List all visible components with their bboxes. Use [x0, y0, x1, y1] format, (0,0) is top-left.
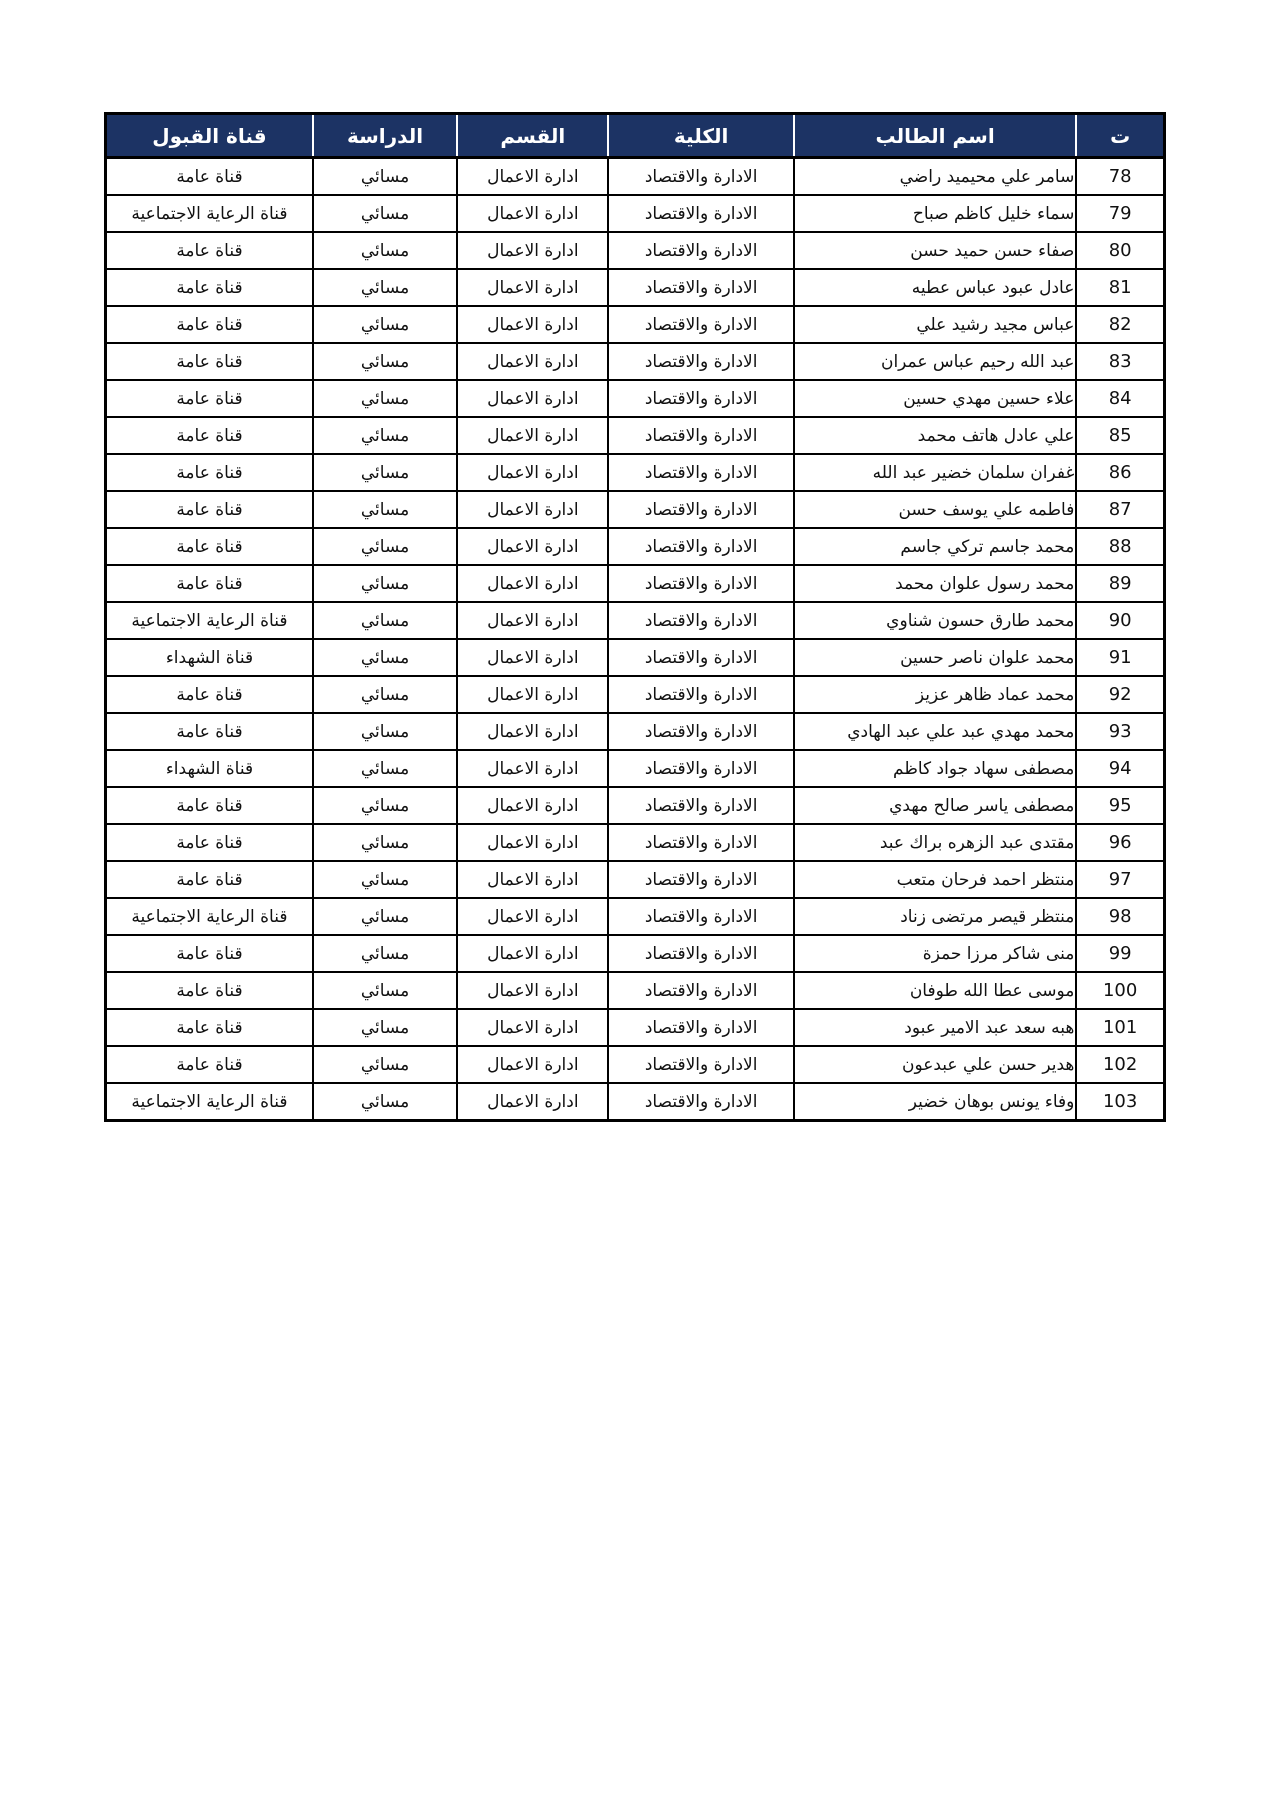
cell-admission-channel: قناة عامة	[106, 935, 313, 972]
cell-student-name: محمد مهدي عبد علي عبد الهادي	[794, 713, 1077, 750]
cell-study: مسائي	[313, 343, 457, 380]
cell-college: الادارة والاقتصاد	[608, 158, 793, 196]
cell-study: مسائي	[313, 972, 457, 1009]
cell-student-name: سامر علي محيميد راضي	[794, 158, 1077, 196]
cell-serial: 87	[1076, 491, 1164, 528]
cell-college: الادارة والاقتصاد	[608, 195, 793, 232]
table-row	[106, 861, 1165, 898]
col-header-study: الدراسة	[313, 114, 457, 158]
cell-serial: 82	[1076, 306, 1164, 343]
cell-department: ادارة الاعمال	[457, 1009, 608, 1046]
cell-student-name: محمد علوان ناصر حسين	[794, 639, 1077, 676]
cell-study: مسائي	[313, 417, 457, 454]
cell-college: الادارة والاقتصاد	[608, 787, 793, 824]
cell-department: ادارة الاعمال	[457, 676, 608, 713]
cell-study: مسائي	[313, 1009, 457, 1046]
cell-study: مسائي	[313, 639, 457, 676]
cell-admission-channel: قناة عامة	[106, 454, 313, 491]
table-row	[106, 343, 1165, 380]
cell-study: مسائي	[313, 158, 457, 196]
table-row	[106, 565, 1165, 602]
cell-college: الادارة والاقتصاد	[608, 676, 793, 713]
cell-admission-channel: قناة عامة	[106, 787, 313, 824]
table-row	[106, 713, 1165, 750]
table-row	[106, 269, 1165, 306]
cell-student-name: هدير حسن علي عبدعون	[794, 1046, 1077, 1083]
cell-student-name: وفاء يونس بوهان خضير	[794, 1083, 1077, 1121]
cell-study: مسائي	[313, 454, 457, 491]
cell-college: الادارة والاقتصاد	[608, 491, 793, 528]
cell-serial: 97	[1076, 861, 1164, 898]
cell-student-name: مصطفى سهاد جواد كاظم	[794, 750, 1077, 787]
cell-department: ادارة الاعمال	[457, 343, 608, 380]
cell-admission-channel: قناة عامة	[106, 861, 313, 898]
cell-admission-channel: قناة الرعاية الاجتماعية	[106, 602, 313, 639]
cell-student-name: علاء حسين مهدي حسين	[794, 380, 1077, 417]
table-row	[106, 1083, 1165, 1121]
cell-admission-channel: قناة عامة	[106, 380, 313, 417]
cell-study: مسائي	[313, 528, 457, 565]
cell-student-name: منتظر احمد فرحان متعب	[794, 861, 1077, 898]
cell-student-name: موسى عطا الله طوفان	[794, 972, 1077, 1009]
cell-department: ادارة الاعمال	[457, 269, 608, 306]
table-row	[106, 417, 1165, 454]
cell-admission-channel: قناة عامة	[106, 1046, 313, 1083]
header-row	[106, 114, 1165, 158]
cell-college: الادارة والاقتصاد	[608, 380, 793, 417]
cell-student-name: عباس مجيد رشيد علي	[794, 306, 1077, 343]
cell-department: ادارة الاعمال	[457, 824, 608, 861]
table-row	[106, 824, 1165, 861]
cell-college: الادارة والاقتصاد	[608, 343, 793, 380]
table-row	[106, 750, 1165, 787]
table-row	[106, 1009, 1165, 1046]
cell-department: ادارة الاعمال	[457, 972, 608, 1009]
cell-department: ادارة الاعمال	[457, 861, 608, 898]
cell-serial: 92	[1076, 676, 1164, 713]
cell-student-name: عبد الله رحيم عباس عمران	[794, 343, 1077, 380]
col-header-serial: ت	[1076, 114, 1164, 158]
cell-college: الادارة والاقتصاد	[608, 602, 793, 639]
cell-admission-channel: قناة عامة	[106, 528, 313, 565]
cell-college: الادارة والاقتصاد	[608, 565, 793, 602]
cell-college: الادارة والاقتصاد	[608, 528, 793, 565]
cell-department: ادارة الاعمال	[457, 454, 608, 491]
table-row	[106, 602, 1165, 639]
cell-serial: 99	[1076, 935, 1164, 972]
cell-serial: 84	[1076, 380, 1164, 417]
table-row	[106, 935, 1165, 972]
cell-college: الادارة والاقتصاد	[608, 898, 793, 935]
cell-college: الادارة والاقتصاد	[608, 1009, 793, 1046]
cell-admission-channel: قناة عامة	[106, 232, 313, 269]
cell-department: ادارة الاعمال	[457, 158, 608, 196]
cell-serial: 81	[1076, 269, 1164, 306]
cell-department: ادارة الاعمال	[457, 713, 608, 750]
table-row	[106, 306, 1165, 343]
cell-study: مسائي	[313, 1046, 457, 1083]
cell-serial: 89	[1076, 565, 1164, 602]
cell-department: ادارة الاعمال	[457, 491, 608, 528]
cell-student-name: مقتدى عبد الزهره براك عبد	[794, 824, 1077, 861]
cell-college: الادارة والاقتصاد	[608, 639, 793, 676]
cell-admission-channel: قناة عامة	[106, 713, 313, 750]
cell-serial: 86	[1076, 454, 1164, 491]
cell-department: ادارة الاعمال	[457, 898, 608, 935]
cell-study: مسائي	[313, 269, 457, 306]
cell-study: مسائي	[313, 935, 457, 972]
cell-student-name: علي عادل هاتف محمد	[794, 417, 1077, 454]
table-row	[106, 972, 1165, 1009]
cell-serial: 103	[1076, 1083, 1164, 1121]
cell-department: ادارة الاعمال	[457, 1083, 608, 1121]
cell-college: الادارة والاقتصاد	[608, 750, 793, 787]
cell-department: ادارة الاعمال	[457, 750, 608, 787]
table-row	[106, 676, 1165, 713]
cell-college: الادارة والاقتصاد	[608, 232, 793, 269]
cell-admission-channel: قناة عامة	[106, 972, 313, 1009]
students-admission-table	[104, 112, 1166, 1122]
cell-serial: 90	[1076, 602, 1164, 639]
cell-college: الادارة والاقتصاد	[608, 417, 793, 454]
cell-study: مسائي	[313, 861, 457, 898]
col-header-student-name: اسم الطالب	[794, 114, 1077, 158]
col-header-admission-channel: قناة القبول	[106, 114, 313, 158]
cell-serial: 91	[1076, 639, 1164, 676]
cell-college: الادارة والاقتصاد	[608, 269, 793, 306]
cell-student-name: منى شاكر مرزا حمزة	[794, 935, 1077, 972]
cell-study: مسائي	[313, 898, 457, 935]
cell-department: ادارة الاعمال	[457, 639, 608, 676]
cell-admission-channel: قناة عامة	[106, 306, 313, 343]
cell-college: الادارة والاقتصاد	[608, 824, 793, 861]
cell-admission-channel: قناة الرعاية الاجتماعية	[106, 898, 313, 935]
cell-study: مسائي	[313, 380, 457, 417]
cell-college: الادارة والاقتصاد	[608, 1083, 793, 1121]
cell-study: مسائي	[313, 824, 457, 861]
cell-admission-channel: قناة عامة	[106, 565, 313, 602]
cell-study: مسائي	[313, 306, 457, 343]
table-row	[106, 898, 1165, 935]
cell-admission-channel: قناة عامة	[106, 343, 313, 380]
cell-serial: 100	[1076, 972, 1164, 1009]
cell-admission-channel: قناة عامة	[106, 1009, 313, 1046]
cell-study: مسائي	[313, 602, 457, 639]
table-row	[106, 787, 1165, 824]
cell-department: ادارة الاعمال	[457, 602, 608, 639]
cell-serial: 95	[1076, 787, 1164, 824]
cell-student-name: سماء خليل كاظم صباح	[794, 195, 1077, 232]
cell-admission-channel: قناة عامة	[106, 158, 313, 196]
cell-department: ادارة الاعمال	[457, 306, 608, 343]
cell-student-name: منتظر قيصر مرتضى زناد	[794, 898, 1077, 935]
cell-student-name: محمد طارق حسون شناوي	[794, 602, 1077, 639]
cell-study: مسائي	[313, 195, 457, 232]
table-row	[106, 491, 1165, 528]
cell-study: مسائي	[313, 1083, 457, 1121]
cell-student-name: عادل عبود عباس عطيه	[794, 269, 1077, 306]
cell-admission-channel: قناة عامة	[106, 676, 313, 713]
cell-student-name: صفاء حسن حميد حسن	[794, 232, 1077, 269]
cell-serial: 98	[1076, 898, 1164, 935]
table-row	[106, 528, 1165, 565]
cell-admission-channel: قناة عامة	[106, 417, 313, 454]
cell-study: مسائي	[313, 750, 457, 787]
cell-department: ادارة الاعمال	[457, 935, 608, 972]
cell-department: ادارة الاعمال	[457, 787, 608, 824]
table-row	[106, 454, 1165, 491]
cell-study: مسائي	[313, 565, 457, 602]
cell-serial: 96	[1076, 824, 1164, 861]
cell-admission-channel: قناة الشهداء	[106, 750, 313, 787]
cell-college: الادارة والاقتصاد	[608, 306, 793, 343]
table-row	[106, 1046, 1165, 1083]
cell-department: ادارة الاعمال	[457, 1046, 608, 1083]
table-row	[106, 158, 1165, 196]
cell-serial: 80	[1076, 232, 1164, 269]
col-header-department: القسم	[457, 114, 608, 158]
cell-college: الادارة والاقتصاد	[608, 935, 793, 972]
cell-serial: 94	[1076, 750, 1164, 787]
cell-student-name: محمد رسول علوان محمد	[794, 565, 1077, 602]
cell-student-name: محمد جاسم تركي جاسم	[794, 528, 1077, 565]
cell-study: مسائي	[313, 787, 457, 824]
cell-college: الادارة والاقتصاد	[608, 713, 793, 750]
cell-college: الادارة والاقتصاد	[608, 972, 793, 1009]
col-header-college: الكلية	[608, 114, 793, 158]
cell-serial: 79	[1076, 195, 1164, 232]
cell-study: مسائي	[313, 232, 457, 269]
cell-student-name: غفران سلمان خضير عبد الله	[794, 454, 1077, 491]
cell-admission-channel: قناة الرعاية الاجتماعية	[106, 195, 313, 232]
table-row	[106, 380, 1165, 417]
table-header	[106, 114, 1165, 158]
cell-college: الادارة والاقتصاد	[608, 1046, 793, 1083]
cell-department: ادارة الاعمال	[457, 195, 608, 232]
table-row	[106, 232, 1165, 269]
cell-serial: 101	[1076, 1009, 1164, 1046]
cell-serial: 88	[1076, 528, 1164, 565]
cell-department: ادارة الاعمال	[457, 380, 608, 417]
cell-serial: 93	[1076, 713, 1164, 750]
cell-admission-channel: قناة الرعاية الاجتماعية	[106, 1083, 313, 1121]
cell-department: ادارة الاعمال	[457, 565, 608, 602]
table-row	[106, 639, 1165, 676]
cell-department: ادارة الاعمال	[457, 528, 608, 565]
cell-college: الادارة والاقتصاد	[608, 861, 793, 898]
cell-admission-channel: قناة عامة	[106, 824, 313, 861]
cell-serial: 102	[1076, 1046, 1164, 1083]
cell-department: ادارة الاعمال	[457, 417, 608, 454]
cell-serial: 78	[1076, 158, 1164, 196]
cell-serial: 83	[1076, 343, 1164, 380]
cell-admission-channel: قناة الشهداء	[106, 639, 313, 676]
cell-student-name: مصطفى ياسر صالح مهدي	[794, 787, 1077, 824]
cell-college: الادارة والاقتصاد	[608, 454, 793, 491]
cell-student-name: محمد عماد ظاهر عزيز	[794, 676, 1077, 713]
cell-student-name: هبه سعد عبد الامير عبود	[794, 1009, 1077, 1046]
cell-study: مسائي	[313, 491, 457, 528]
cell-study: مسائي	[313, 676, 457, 713]
cell-admission-channel: قناة عامة	[106, 491, 313, 528]
cell-student-name: فاطمه علي يوسف حسن	[794, 491, 1077, 528]
cell-serial: 85	[1076, 417, 1164, 454]
table-row	[106, 195, 1165, 232]
cell-admission-channel: قناة عامة	[106, 269, 313, 306]
table-body	[106, 158, 1165, 1121]
cell-study: مسائي	[313, 713, 457, 750]
cell-department: ادارة الاعمال	[457, 232, 608, 269]
